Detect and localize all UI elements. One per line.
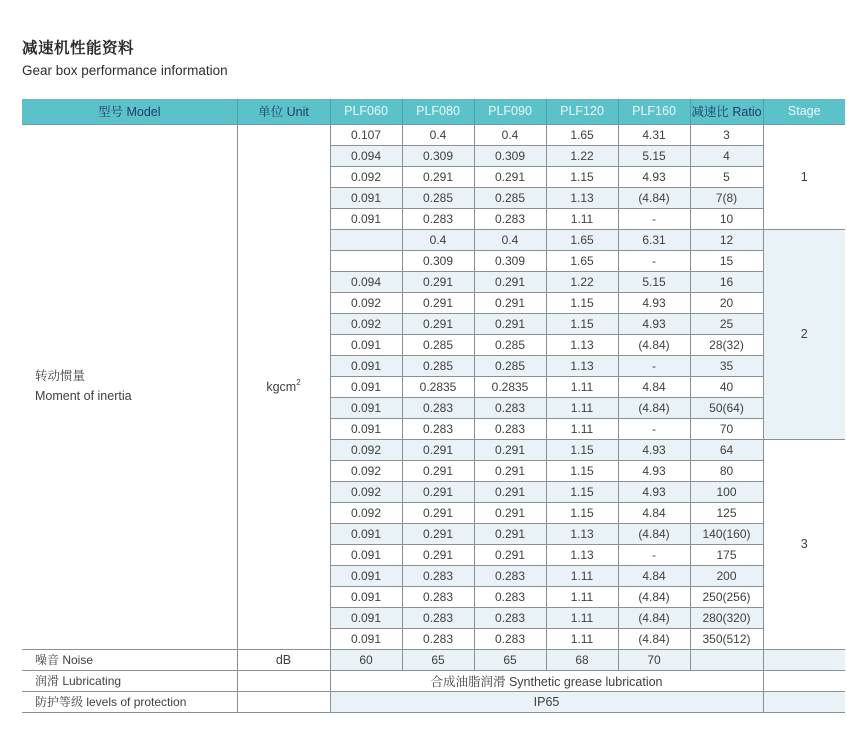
value-cell: 1.13 xyxy=(546,544,618,565)
value-cell: 0.2835 xyxy=(402,376,474,397)
value-cell: (4.84) xyxy=(618,187,690,208)
value-cell: 0.092 xyxy=(330,502,402,523)
value-cell: 0.283 xyxy=(402,397,474,418)
value-cell: 0.283 xyxy=(402,586,474,607)
table-row xyxy=(22,124,845,145)
value-cell: 1.15 xyxy=(546,166,618,187)
value-cell: 0.4 xyxy=(474,229,546,250)
ratio-cell: 3 xyxy=(690,124,763,145)
page-title-en: Gear box performance information xyxy=(22,63,228,78)
value-cell: 1.15 xyxy=(546,439,618,460)
value-cell: (4.84) xyxy=(618,628,690,649)
ratio-cell: 4 xyxy=(690,145,763,166)
value-cell: 0.309 xyxy=(402,145,474,166)
value-cell: 1.15 xyxy=(546,313,618,334)
value-cell: 0.291 xyxy=(402,439,474,460)
value-cell: 0.291 xyxy=(402,292,474,313)
value-cell: 4.93 xyxy=(618,439,690,460)
value-cell: 0.283 xyxy=(402,607,474,628)
inertia-unit-cell xyxy=(237,124,330,649)
value-cell: (4.84) xyxy=(618,607,690,628)
column-header-8: Stage xyxy=(763,99,845,124)
noise-value-cell: 65 xyxy=(402,649,474,670)
value-cell: 0.091 xyxy=(330,523,402,544)
value-cell: 0.283 xyxy=(402,208,474,229)
value-cell: 0.285 xyxy=(474,187,546,208)
ratio-cell: 10 xyxy=(690,208,763,229)
value-cell: 1.15 xyxy=(546,460,618,481)
ratio-cell: 64 xyxy=(690,439,763,460)
page-title-cn: 减速机性能资料 xyxy=(22,40,135,57)
column-header-2: PLF060 xyxy=(330,99,402,124)
value-cell: (4.84) xyxy=(618,523,690,544)
value-cell: 1.22 xyxy=(546,145,618,166)
value-cell: 0.091 xyxy=(330,565,402,586)
value-cell: 0.283 xyxy=(474,397,546,418)
value-cell: 0.091 xyxy=(330,334,402,355)
value-cell: 0.285 xyxy=(402,355,474,376)
value-cell: 1.11 xyxy=(546,397,618,418)
value-cell: 0.283 xyxy=(474,628,546,649)
value-cell: 0.291 xyxy=(402,460,474,481)
value-cell: 1.13 xyxy=(546,355,618,376)
value-cell: 0.092 xyxy=(330,439,402,460)
ratio-cell: 40 xyxy=(690,376,763,397)
protection-row xyxy=(22,691,845,712)
value-cell: 0.091 xyxy=(330,187,402,208)
value-cell: 4.93 xyxy=(618,481,690,502)
value-cell: 0.291 xyxy=(474,460,546,481)
stage-cell: 2 xyxy=(763,229,845,439)
value-cell: 0.309 xyxy=(402,250,474,271)
column-header-4: PLF090 xyxy=(474,99,546,124)
ratio-cell: 280(320) xyxy=(690,607,763,628)
value-cell: 1.13 xyxy=(546,187,618,208)
value-cell xyxy=(330,229,402,250)
value-cell: 0.283 xyxy=(474,208,546,229)
value-cell: 0.092 xyxy=(330,313,402,334)
value-cell: 1.13 xyxy=(546,334,618,355)
protection-label: 防护等级 levels of protection xyxy=(22,691,237,712)
value-cell: 1.11 xyxy=(546,607,618,628)
value-cell: 5.15 xyxy=(618,271,690,292)
value-cell: 4.84 xyxy=(618,565,690,586)
lubricating-unit xyxy=(237,670,330,691)
value-cell: (4.84) xyxy=(618,397,690,418)
value-cell: 0.291 xyxy=(474,313,546,334)
ratio-cell: 350(512) xyxy=(690,628,763,649)
value-cell: 0.092 xyxy=(330,166,402,187)
noise-label: 噪音 Noise xyxy=(22,649,237,670)
column-header-1: 单位 Unit xyxy=(237,99,330,124)
ratio-cell: 70 xyxy=(690,418,763,439)
value-cell: 4.93 xyxy=(618,313,690,334)
value-cell: 0.091 xyxy=(330,628,402,649)
value-cell: 0.107 xyxy=(330,124,402,145)
ratio-cell: 200 xyxy=(690,565,763,586)
value-cell: 1.13 xyxy=(546,523,618,544)
ratio-cell: 12 xyxy=(690,229,763,250)
header-row xyxy=(22,99,845,124)
column-header-0: 型号 Model xyxy=(22,99,237,124)
noise-stage-cell xyxy=(763,649,845,670)
value-cell: 1.65 xyxy=(546,229,618,250)
protection-unit xyxy=(237,691,330,712)
noise-value-cell: 68 xyxy=(546,649,618,670)
value-cell: 1.11 xyxy=(546,628,618,649)
ratio-cell: 100 xyxy=(690,481,763,502)
ratio-cell: 125 xyxy=(690,502,763,523)
inertia-unit-base: kgcm xyxy=(266,380,297,395)
value-cell: 0.283 xyxy=(402,565,474,586)
value-cell: 0.291 xyxy=(474,439,546,460)
ratio-cell: 35 xyxy=(690,355,763,376)
value-cell: 4.84 xyxy=(618,376,690,397)
protection-stage-cell xyxy=(763,691,845,712)
inertia-label-cn: 转动惯量 xyxy=(35,369,86,384)
lubricating-label: 润滑 Lubricating xyxy=(22,670,237,691)
value-cell: 0.091 xyxy=(330,208,402,229)
value-cell: 0.291 xyxy=(474,481,546,502)
ratio-cell: 175 xyxy=(690,544,763,565)
value-cell: 4.93 xyxy=(618,166,690,187)
value-cell: 0.091 xyxy=(330,355,402,376)
value-cell: (4.84) xyxy=(618,586,690,607)
ratio-cell: 28(32) xyxy=(690,334,763,355)
value-cell: 4.93 xyxy=(618,292,690,313)
noise-value-cell: 60 xyxy=(330,649,402,670)
value-cell: 1.11 xyxy=(546,418,618,439)
value-cell: 0.283 xyxy=(474,607,546,628)
value-cell: - xyxy=(618,418,690,439)
value-cell: 0.283 xyxy=(474,418,546,439)
value-cell: 0.091 xyxy=(330,418,402,439)
value-cell: 4.31 xyxy=(618,124,690,145)
value-cell: 0.4 xyxy=(402,229,474,250)
value-cell: - xyxy=(618,544,690,565)
ratio-cell: 50(64) xyxy=(690,397,763,418)
value-cell: 0.291 xyxy=(402,313,474,334)
value-cell: 0.285 xyxy=(402,187,474,208)
value-cell: 0.291 xyxy=(474,166,546,187)
value-cell: - xyxy=(618,355,690,376)
value-cell: 1.11 xyxy=(546,208,618,229)
value-cell: 5.15 xyxy=(618,145,690,166)
value-cell: 0.309 xyxy=(474,250,546,271)
value-cell: (4.84) xyxy=(618,334,690,355)
value-cell: - xyxy=(618,208,690,229)
value-cell: 0.291 xyxy=(402,481,474,502)
value-cell: 0.283 xyxy=(474,565,546,586)
value-cell: 0.283 xyxy=(474,586,546,607)
value-cell: 4.93 xyxy=(618,460,690,481)
value-cell: 0.091 xyxy=(330,544,402,565)
ratio-cell: 5 xyxy=(690,166,763,187)
value-cell: 0.283 xyxy=(402,418,474,439)
value-cell: 0.291 xyxy=(474,544,546,565)
performance-table xyxy=(22,99,845,713)
value-cell: 0.4 xyxy=(474,124,546,145)
lubricating-stage-cell xyxy=(763,670,845,691)
ratio-cell: 20 xyxy=(690,292,763,313)
value-cell: 0.291 xyxy=(474,292,546,313)
lubricating-value: 合成油脂润滑 Synthetic grease lubrication xyxy=(330,670,763,691)
ratio-cell: 80 xyxy=(690,460,763,481)
noise-value-cell: 65 xyxy=(474,649,546,670)
column-header-7: 减速比 Ratio xyxy=(690,99,763,124)
column-header-3: PLF080 xyxy=(402,99,474,124)
lubricating-row xyxy=(22,670,845,691)
value-cell xyxy=(330,250,402,271)
value-cell: 0.094 xyxy=(330,145,402,166)
value-cell: 4.84 xyxy=(618,502,690,523)
ratio-cell: 16 xyxy=(690,271,763,292)
stage-cell: 1 xyxy=(763,124,845,229)
value-cell: 0.2835 xyxy=(474,376,546,397)
value-cell: 0.091 xyxy=(330,376,402,397)
value-cell: 1.11 xyxy=(546,586,618,607)
value-cell: 0.283 xyxy=(402,628,474,649)
value-cell: 1.15 xyxy=(546,481,618,502)
value-cell: 1.15 xyxy=(546,292,618,313)
value-cell: 0.091 xyxy=(330,397,402,418)
table-body xyxy=(22,124,845,712)
value-cell: 0.291 xyxy=(402,271,474,292)
protection-value: IP65 xyxy=(330,691,763,712)
value-cell: 1.65 xyxy=(546,124,618,145)
value-cell: 1.15 xyxy=(546,502,618,523)
stage-cell: 3 xyxy=(763,439,845,649)
ratio-cell: 140(160) xyxy=(690,523,763,544)
value-cell: 1.11 xyxy=(546,565,618,586)
noise-row xyxy=(22,649,845,670)
column-header-6: PLF160 xyxy=(618,99,690,124)
value-cell: 0.285 xyxy=(474,355,546,376)
value-cell: 1.65 xyxy=(546,250,618,271)
noise-value-cell: 70 xyxy=(618,649,690,670)
value-cell: 0.4 xyxy=(402,124,474,145)
value-cell: 0.285 xyxy=(402,334,474,355)
inertia-unit-sup: 2 xyxy=(296,377,301,387)
value-cell: 0.309 xyxy=(474,145,546,166)
value-cell: 0.291 xyxy=(474,523,546,544)
value-cell: 0.291 xyxy=(402,544,474,565)
noise-unit: dB xyxy=(237,649,330,670)
inertia-label-en: Moment of inertia xyxy=(35,388,132,403)
column-header-5: PLF120 xyxy=(546,99,618,124)
value-cell: 0.291 xyxy=(474,502,546,523)
value-cell: 0.291 xyxy=(402,166,474,187)
value-cell: 0.092 xyxy=(330,460,402,481)
ratio-cell: 25 xyxy=(690,313,763,334)
ratio-cell: 15 xyxy=(690,250,763,271)
noise-ratio-cell xyxy=(690,649,763,670)
value-cell: - xyxy=(618,250,690,271)
value-cell: 0.285 xyxy=(474,334,546,355)
value-cell: 0.291 xyxy=(402,502,474,523)
value-cell: 1.22 xyxy=(546,271,618,292)
value-cell: 0.092 xyxy=(330,292,402,313)
value-cell: 0.291 xyxy=(402,523,474,544)
ratio-cell: 7(8) xyxy=(690,187,763,208)
value-cell: 0.092 xyxy=(330,481,402,502)
value-cell: 0.091 xyxy=(330,586,402,607)
moment-of-inertia-label xyxy=(22,124,237,649)
value-cell: 0.094 xyxy=(330,271,402,292)
value-cell: 0.291 xyxy=(474,271,546,292)
value-cell: 1.11 xyxy=(546,376,618,397)
value-cell: 0.091 xyxy=(330,607,402,628)
value-cell: 6.31 xyxy=(618,229,690,250)
table-header xyxy=(22,99,845,124)
ratio-cell: 250(256) xyxy=(690,586,763,607)
